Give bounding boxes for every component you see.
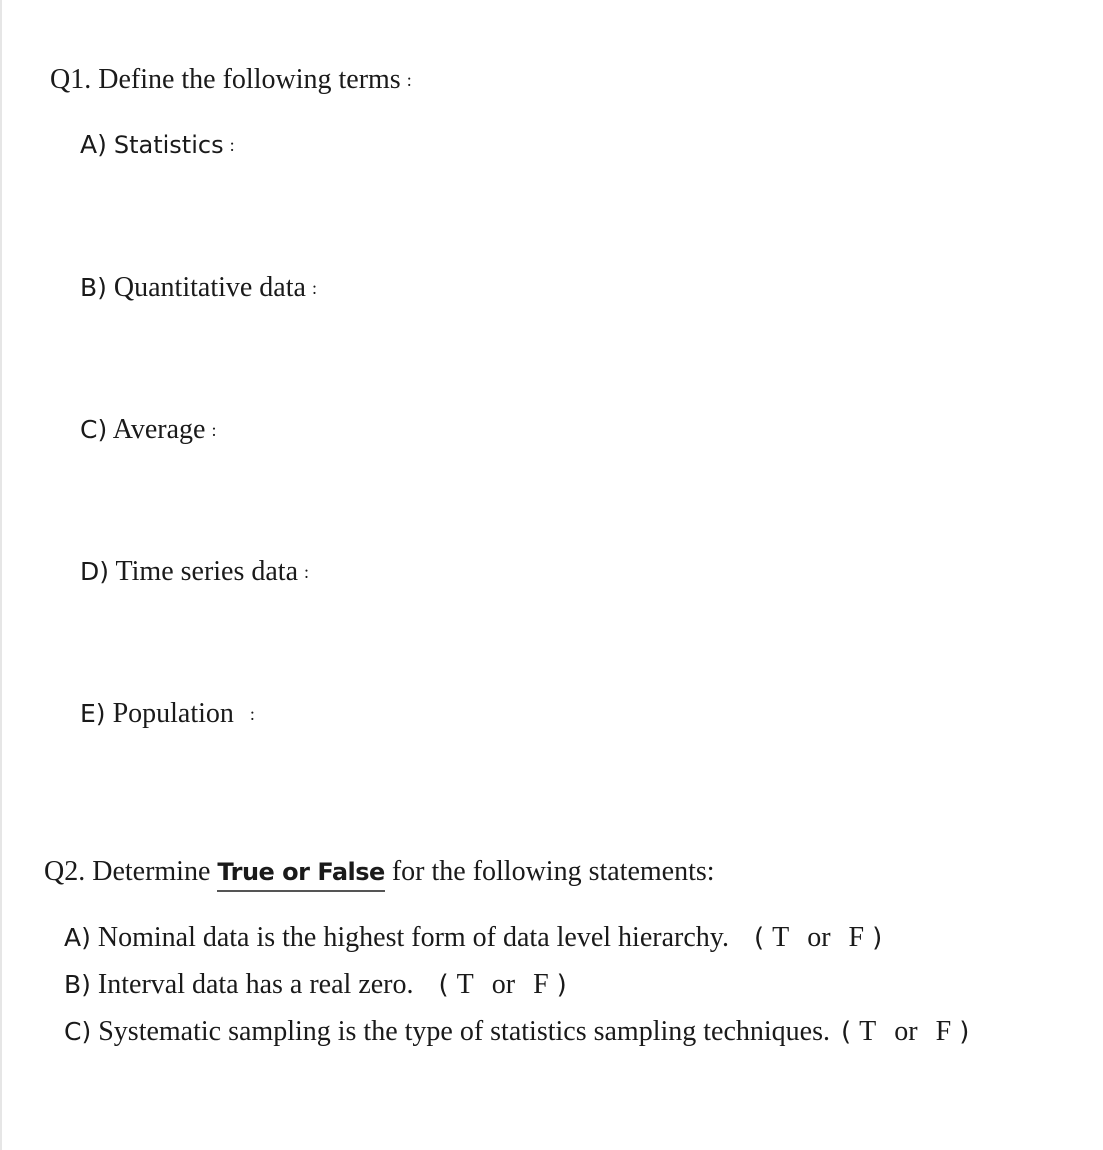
q1-item-d: [80, 558, 309, 586]
choice-close: ): [872, 923, 883, 953]
true-false-choice: [439, 969, 567, 1000]
item-letter: D): [80, 557, 110, 586]
q1-item-b: [80, 274, 317, 302]
colon: :: [406, 70, 412, 90]
choice-false: F: [533, 969, 549, 1000]
item-letter: E): [80, 699, 106, 728]
choice-or: or: [491, 969, 516, 1000]
choice-or: or: [807, 922, 831, 953]
item-letter: A): [80, 130, 107, 159]
colon: :: [249, 704, 255, 724]
choice-false: F: [935, 1016, 952, 1047]
q2-title-after: for the following statements:: [391, 856, 715, 887]
statement-text: Nominal data is the highest form of data level hierarchy.: [97, 922, 729, 953]
choice-true: T: [456, 969, 474, 1000]
true-false-choice: [841, 1016, 969, 1047]
choice-false: F: [848, 922, 865, 953]
colon: :: [229, 135, 235, 155]
colon: :: [311, 278, 317, 298]
term-statistics: Statistics: [113, 131, 224, 159]
choice-or: or: [894, 1016, 918, 1047]
colon: :: [211, 420, 217, 440]
term-population: Population: [112, 698, 234, 729]
page-left-edge: [0, 0, 2, 1150]
choice-true: T: [859, 1016, 877, 1047]
q1-item-c: [80, 416, 216, 444]
q1-item-e: [80, 700, 255, 728]
term-quantitative-data: Quantitative data: [113, 272, 306, 303]
true-false-choice: [754, 922, 882, 953]
item-letter: B): [80, 273, 107, 302]
choice-close: ): [959, 1017, 970, 1047]
statement-text: Systematic sampling is the type of statistics sampling techniques.: [98, 1016, 831, 1047]
q1-title-text: Q1. Define the following terms: [50, 64, 401, 95]
choice-true: T: [772, 922, 790, 953]
q2-title: [44, 858, 715, 886]
term-time-series-data: Time series data: [115, 556, 299, 587]
q1-item-a: [80, 131, 235, 159]
colon: :: [304, 562, 310, 582]
q2-item-c: [64, 1018, 969, 1046]
choice-close: ): [556, 970, 567, 1000]
item-letter: B): [64, 970, 91, 999]
item-letter: C): [64, 1017, 92, 1046]
q2-title-emphasis: True or False: [217, 858, 385, 886]
q1-title: [50, 66, 412, 94]
choice-open: (: [753, 923, 765, 953]
item-letter: A): [64, 923, 91, 952]
item-letter: C): [80, 415, 108, 444]
term-average: Average: [112, 414, 206, 445]
q2-item-a: [64, 924, 882, 952]
q2-title-before: Q2. Determine: [44, 856, 211, 887]
choice-open: (: [841, 1017, 852, 1047]
q2-item-b: [64, 971, 567, 999]
choice-open: (: [438, 970, 449, 1000]
statement-text: Interval data has a real zero.: [97, 969, 414, 1000]
